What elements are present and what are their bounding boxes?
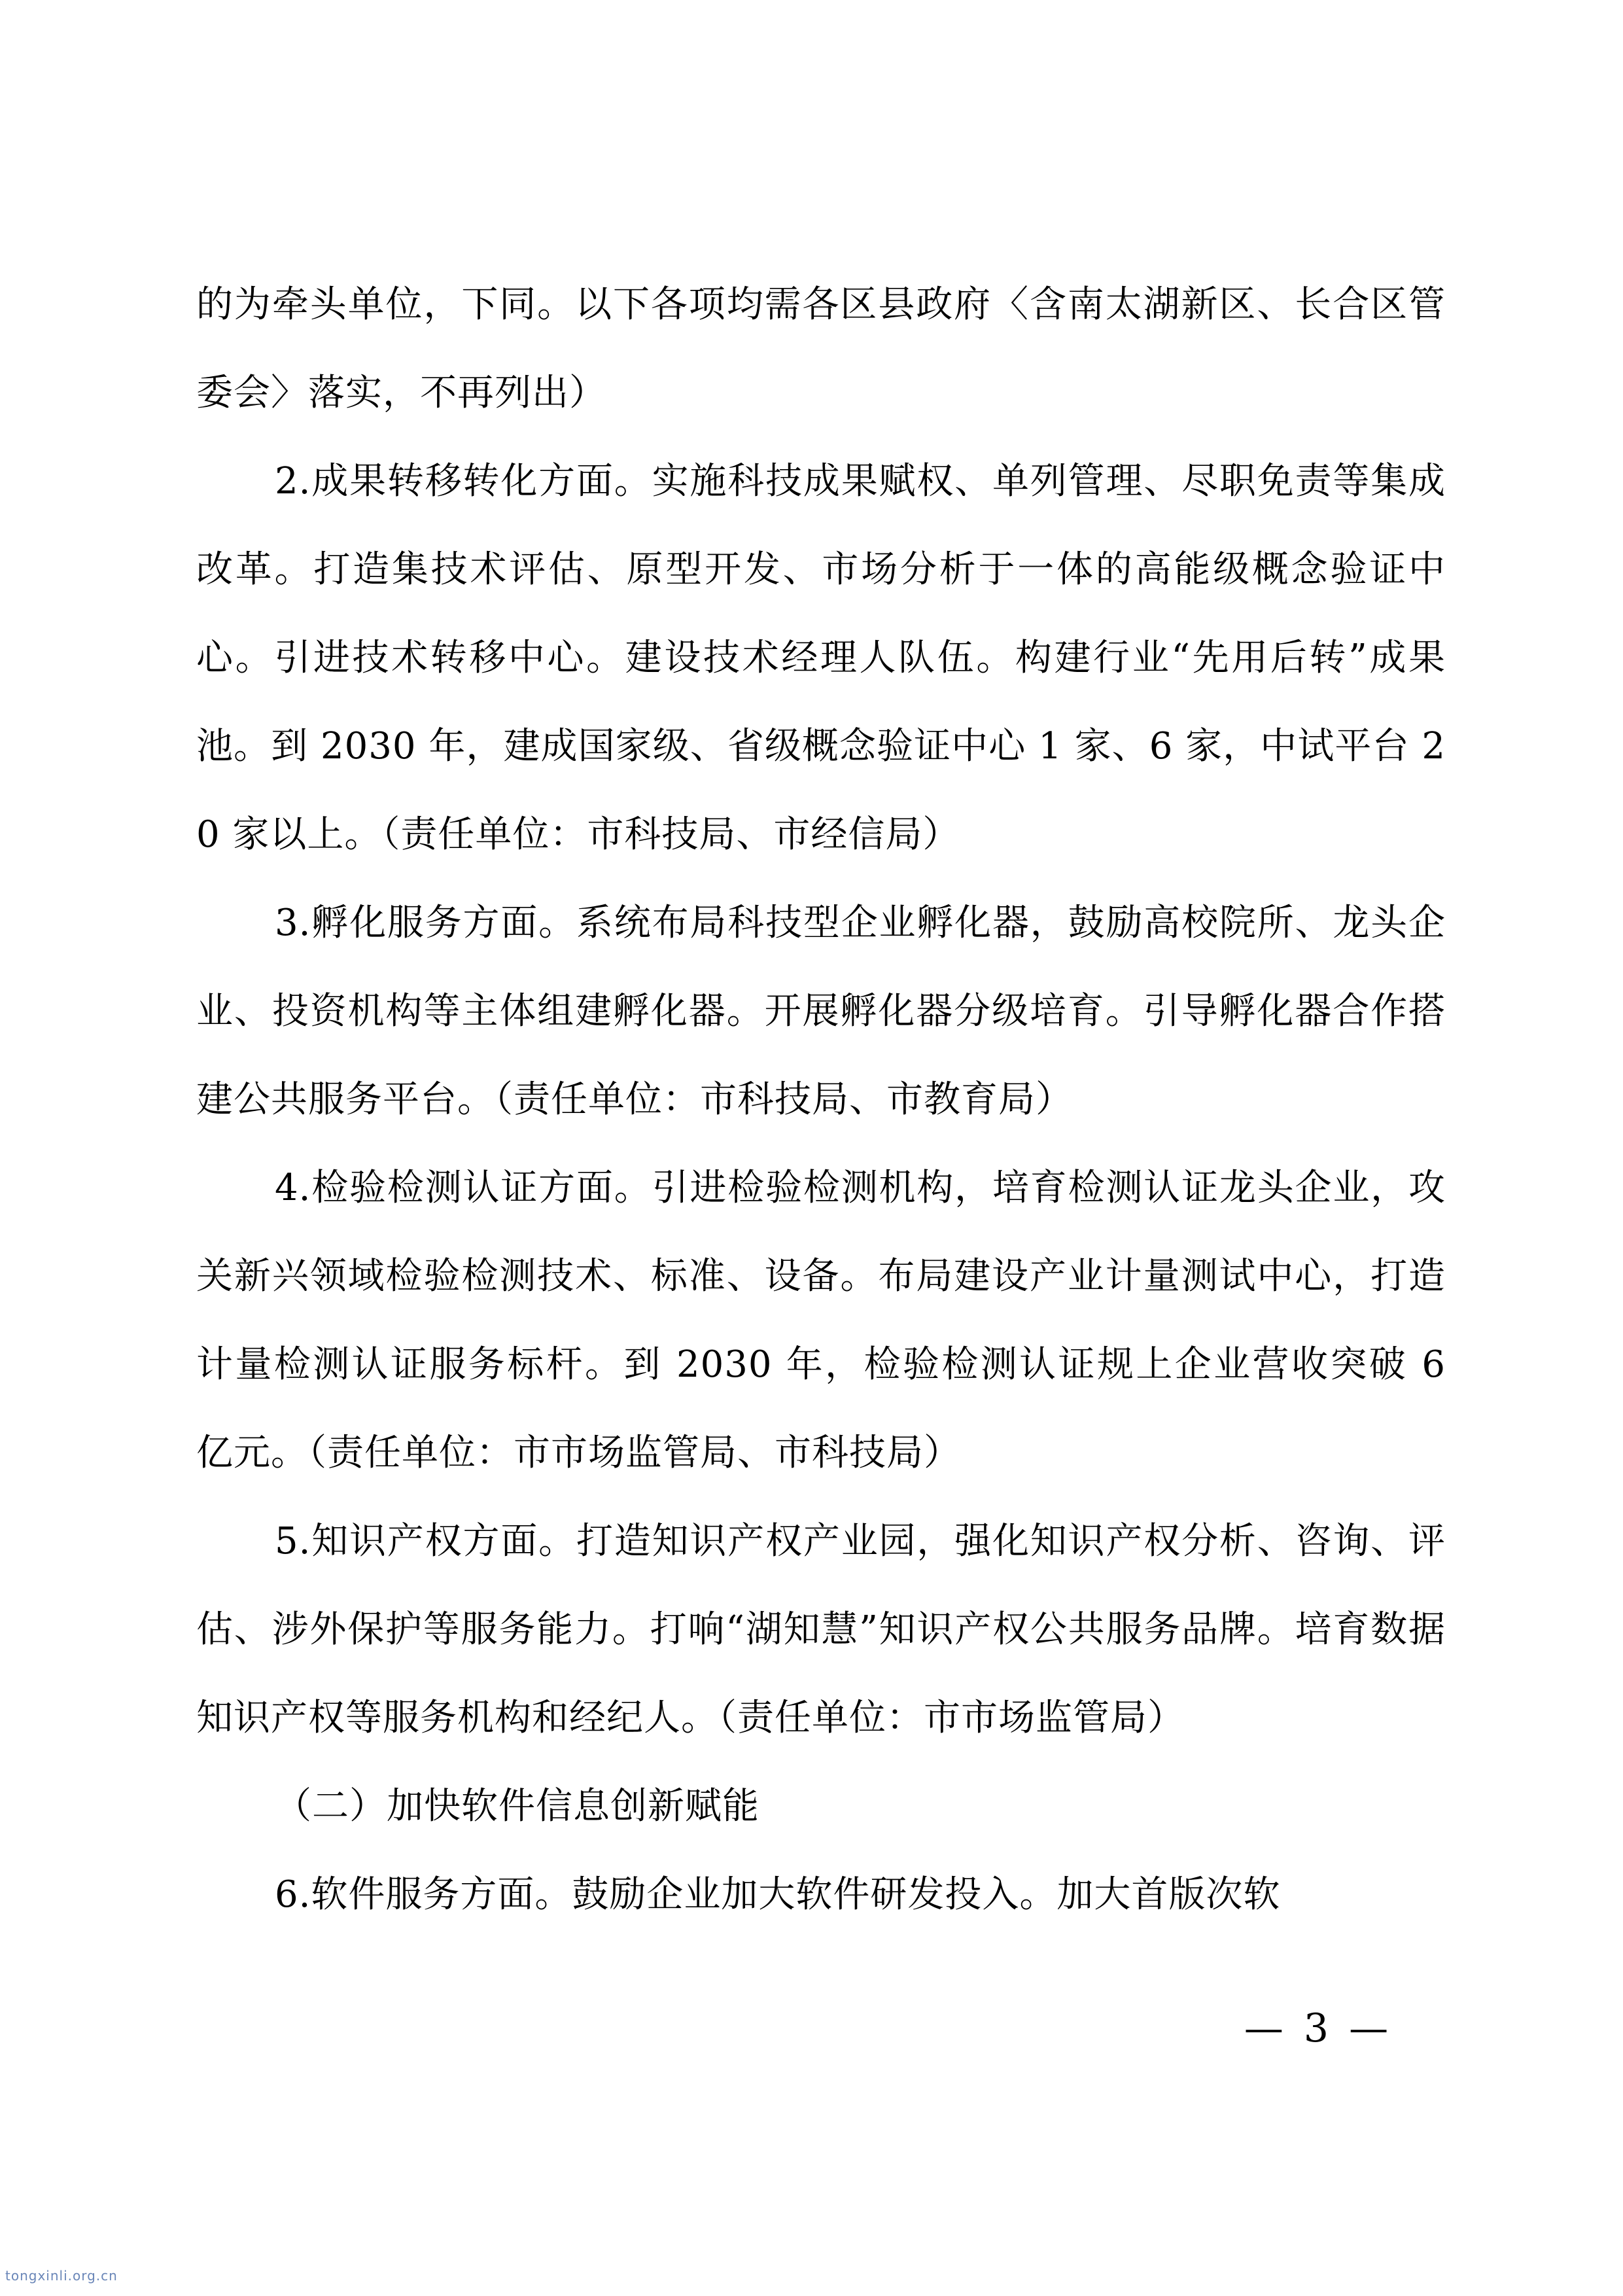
paragraph-item-3: 3.孵化服务方面。系统布局科技型企业孵化器，鼓励高校院所、龙头企业、投资机构等主体组建孵化器。开展孵化器分级培育。引导孵化器合作搭建公共服务平台。（责任单位：市科技局、市教育局） — [196, 902, 1446, 1121]
paragraph-item-2: 2.成果转移转化方面。实施科技成果赋权、单列管理、尽职免责等集成改革。打造集技术评估、原型开发、市场分析于一体的高能级概念验证中心。引进技术转移中心。建设技术经理人队伍。构建行业“先用后转”成果池。到 2030 年，建成国家级、省级概念验证中心 1 家、6 家，中试平台 20 家以上。（责任单位：市科技局、市经信局） — [196, 460, 1446, 856]
paragraph-item-4: 4.检验检测认证方面。引进检验检测机构，培育检测认证龙头企业，攻关新兴领域检验检测技术、标准、设备。布局建设产业计量测试中心，打造计量检测认证服务标杆。到 2030 年，检验检测认证规上企业营收突破 6 亿元。（责任单位：市市场监管局、市科技局） — [196, 1167, 1446, 1474]
watermark: tongxinli.org.cn — [5, 2268, 118, 2284]
page-number: — 3 — — [1244, 2005, 1393, 2051]
paragraph-item-6: 6.软件服务方面。鼓励企业加大软件研发投入。加大首版次软 — [275, 1873, 1281, 1916]
section-heading: （二）加快软件信息创新赋能 — [275, 1785, 759, 1828]
paragraph-item-5: 5.知识产权方面。打造知识产权产业园，强化知识产权分析、咨询、评估、涉外保护等服务能力。打响“湖知慧”知识产权公共服务品牌。培育数据知识产权等服务机构和经纪人。（责任单位：市市场监管局） — [196, 1520, 1446, 1739]
paragraph-continuation: 的为牵头单位，下同。以下各项均需各区县政府〈含南太湖新区、长合区管委会〉落实，不再列出） — [196, 283, 1446, 414]
document-body — [196, 260, 1446, 1939]
